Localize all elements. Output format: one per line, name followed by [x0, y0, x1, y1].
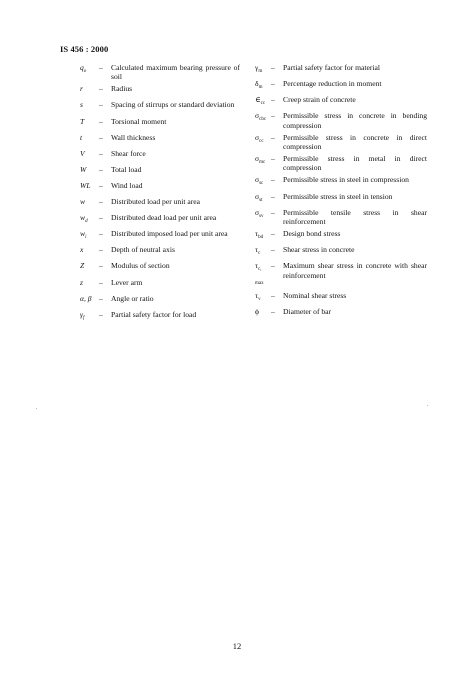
dash: – — [271, 154, 275, 164]
symbol-entry — [80, 261, 240, 274]
symbol: $\gamma_f$ — [80, 309, 85, 321]
symbol-entry — [80, 294, 240, 307]
symbol-description: Partial safety factor for material — [283, 63, 380, 72]
symbol: w — [80, 197, 86, 207]
symbol-description: Design bond stress — [283, 229, 341, 239]
symbol-entry — [80, 149, 240, 162]
symbol-description: Distributed load per unit area — [111, 197, 200, 207]
symbol-description: Permissible stress in steel in compression — [283, 175, 409, 185]
symbol-entry — [255, 245, 427, 258]
symbol-entry — [80, 165, 240, 178]
symbol: ϕ — [255, 306, 259, 316]
symbol-description: Permissible stress in metal in direct compression — [283, 154, 427, 173]
symbol: s — [80, 100, 83, 110]
symbol: $\tau_{c, max}$ — [255, 261, 264, 286]
dash: – — [99, 245, 103, 255]
dash: – — [99, 63, 103, 72]
symbol-entry — [80, 181, 240, 194]
symbol-description: Total load — [111, 164, 142, 174]
symbol-entry — [80, 310, 240, 323]
page-number: 12 — [232, 641, 242, 651]
symbol: $\tau_c$ — [255, 245, 261, 257]
dash: – — [271, 207, 275, 217]
dash: – — [99, 309, 103, 319]
scan-speck — [427, 405, 428, 406]
symbol: W — [80, 164, 87, 174]
symbol: $\gamma_m$ — [255, 63, 263, 74]
dash: – — [99, 213, 103, 223]
symbol-description: Partial safety factor for load — [111, 309, 197, 319]
symbol-entry — [255, 229, 427, 242]
symbol: $\tau_v$ — [255, 290, 261, 302]
dash: – — [99, 277, 103, 287]
dash: – — [271, 229, 275, 239]
symbol-description: Shear force — [111, 148, 146, 158]
symbol-entry — [255, 291, 427, 304]
dash: – — [99, 148, 103, 158]
symbol-description: Shear stress in concrete — [283, 245, 355, 255]
dash: – — [99, 100, 103, 110]
dash: – — [271, 261, 275, 271]
symbol: $\delta_m$ — [255, 79, 263, 91]
symbol-entry — [255, 95, 427, 108]
dash: – — [271, 132, 275, 142]
symbol-entry — [80, 213, 240, 226]
symbol-entry — [255, 208, 427, 227]
symbol: z — [80, 277, 83, 287]
symbol-description: Diameter of bar — [283, 306, 332, 316]
symbol-entry — [255, 192, 427, 205]
symbol-entry — [80, 84, 240, 97]
symbol-description: Radius — [111, 84, 133, 94]
symbol-description: Spacing of stirrups or standard deviation — [111, 100, 235, 110]
symbol: $q_o$ — [80, 63, 87, 74]
symbol: $\sigma_{cbc}$ — [255, 111, 267, 123]
symbol: Z — [80, 261, 85, 271]
dash: – — [99, 261, 103, 271]
symbol: t — [80, 132, 83, 142]
symbol: $\sigma_{cc}$ — [255, 132, 264, 144]
symbol: WL — [80, 180, 91, 190]
dash: – — [271, 245, 275, 255]
symbol: $\in_{cc}$ — [255, 95, 266, 107]
symbol-entry — [255, 79, 427, 92]
symbol: $\sigma_{sc}$ — [255, 175, 264, 187]
symbol-entry — [80, 245, 240, 258]
dash: – — [271, 191, 275, 201]
symbol-description: Angle or ratio — [111, 293, 154, 303]
symbol: α, β — [80, 293, 92, 303]
symbol: V — [80, 148, 85, 158]
symbol-entry — [255, 63, 427, 76]
dash: – — [99, 293, 103, 303]
symbol-entry — [80, 278, 240, 291]
symbol: $\tau_{bd}$ — [255, 229, 264, 241]
dash: – — [271, 95, 275, 105]
symbol-description: Percentage reduction in moment — [283, 79, 382, 89]
symbol-entry — [80, 197, 240, 210]
symbol: T — [80, 116, 85, 126]
symbol-list-right — [255, 63, 427, 323]
symbol-entry — [255, 111, 427, 130]
symbol: $\sigma_{mc}$ — [255, 154, 266, 166]
symbol: $\sigma_{st}$ — [255, 191, 263, 203]
symbol-description: Nominal shear stress — [283, 290, 347, 300]
symbol: $w_i$ — [80, 229, 87, 241]
symbol-description: Creep strain of concrete — [283, 95, 356, 105]
symbol-entry — [80, 133, 240, 146]
symbol-description: Wind load — [111, 180, 143, 190]
dash: – — [271, 111, 275, 121]
symbol-entry — [255, 261, 427, 288]
symbol: $\sigma_{sv}$ — [255, 207, 264, 219]
symbol-description: Maximum shear stress in concrete with shear reinforcement — [283, 261, 427, 280]
symbol-list-left — [80, 63, 240, 326]
symbol-description: Permissible stress in steel in tension — [283, 191, 393, 201]
dash: – — [99, 164, 103, 174]
symbol: r — [80, 84, 83, 94]
symbol-description: Permissible tensile stress in shear reinforcement — [283, 207, 427, 226]
dash: – — [99, 229, 103, 239]
document-header: IS 456 : 2000 — [60, 44, 109, 54]
symbol-description: Depth of neutral axis — [111, 245, 175, 255]
dash: – — [99, 84, 103, 94]
symbol-description: Permissible stress in concrete in bending compression — [283, 111, 427, 130]
dash: – — [99, 116, 103, 126]
symbol-entry — [80, 63, 240, 82]
dash: – — [99, 197, 103, 207]
symbol-entry — [255, 154, 427, 173]
symbol-entry — [255, 175, 427, 188]
symbol-entry — [80, 117, 240, 130]
dash: – — [271, 290, 275, 300]
dash: – — [99, 180, 103, 190]
symbol-description: Modulus of section — [111, 261, 170, 271]
symbol-description: Torsional moment — [111, 116, 167, 126]
symbol-description: Lever arm — [111, 277, 143, 287]
dash: – — [99, 132, 103, 142]
symbol-description: Permissible stress in concrete in direct compression — [283, 132, 427, 151]
symbol-description: Distributed imposed load per unit area — [111, 229, 228, 239]
symbol-entry — [255, 133, 427, 152]
symbol-entry — [255, 307, 427, 320]
symbol-description: Wall thickness — [111, 132, 156, 142]
symbol: $w_d$ — [80, 213, 88, 225]
dash: – — [271, 63, 275, 72]
symbol: x — [80, 245, 84, 255]
symbol-entry — [80, 229, 240, 242]
dash: – — [271, 306, 275, 316]
dash: – — [271, 175, 275, 185]
scan-speck — [36, 408, 37, 409]
symbol-description: Calculated maximum bearing pressure of soil — [111, 63, 240, 82]
dash: – — [271, 79, 275, 89]
symbol-entry — [80, 100, 240, 113]
symbol-description: Distributed dead load per unit area — [111, 213, 217, 223]
